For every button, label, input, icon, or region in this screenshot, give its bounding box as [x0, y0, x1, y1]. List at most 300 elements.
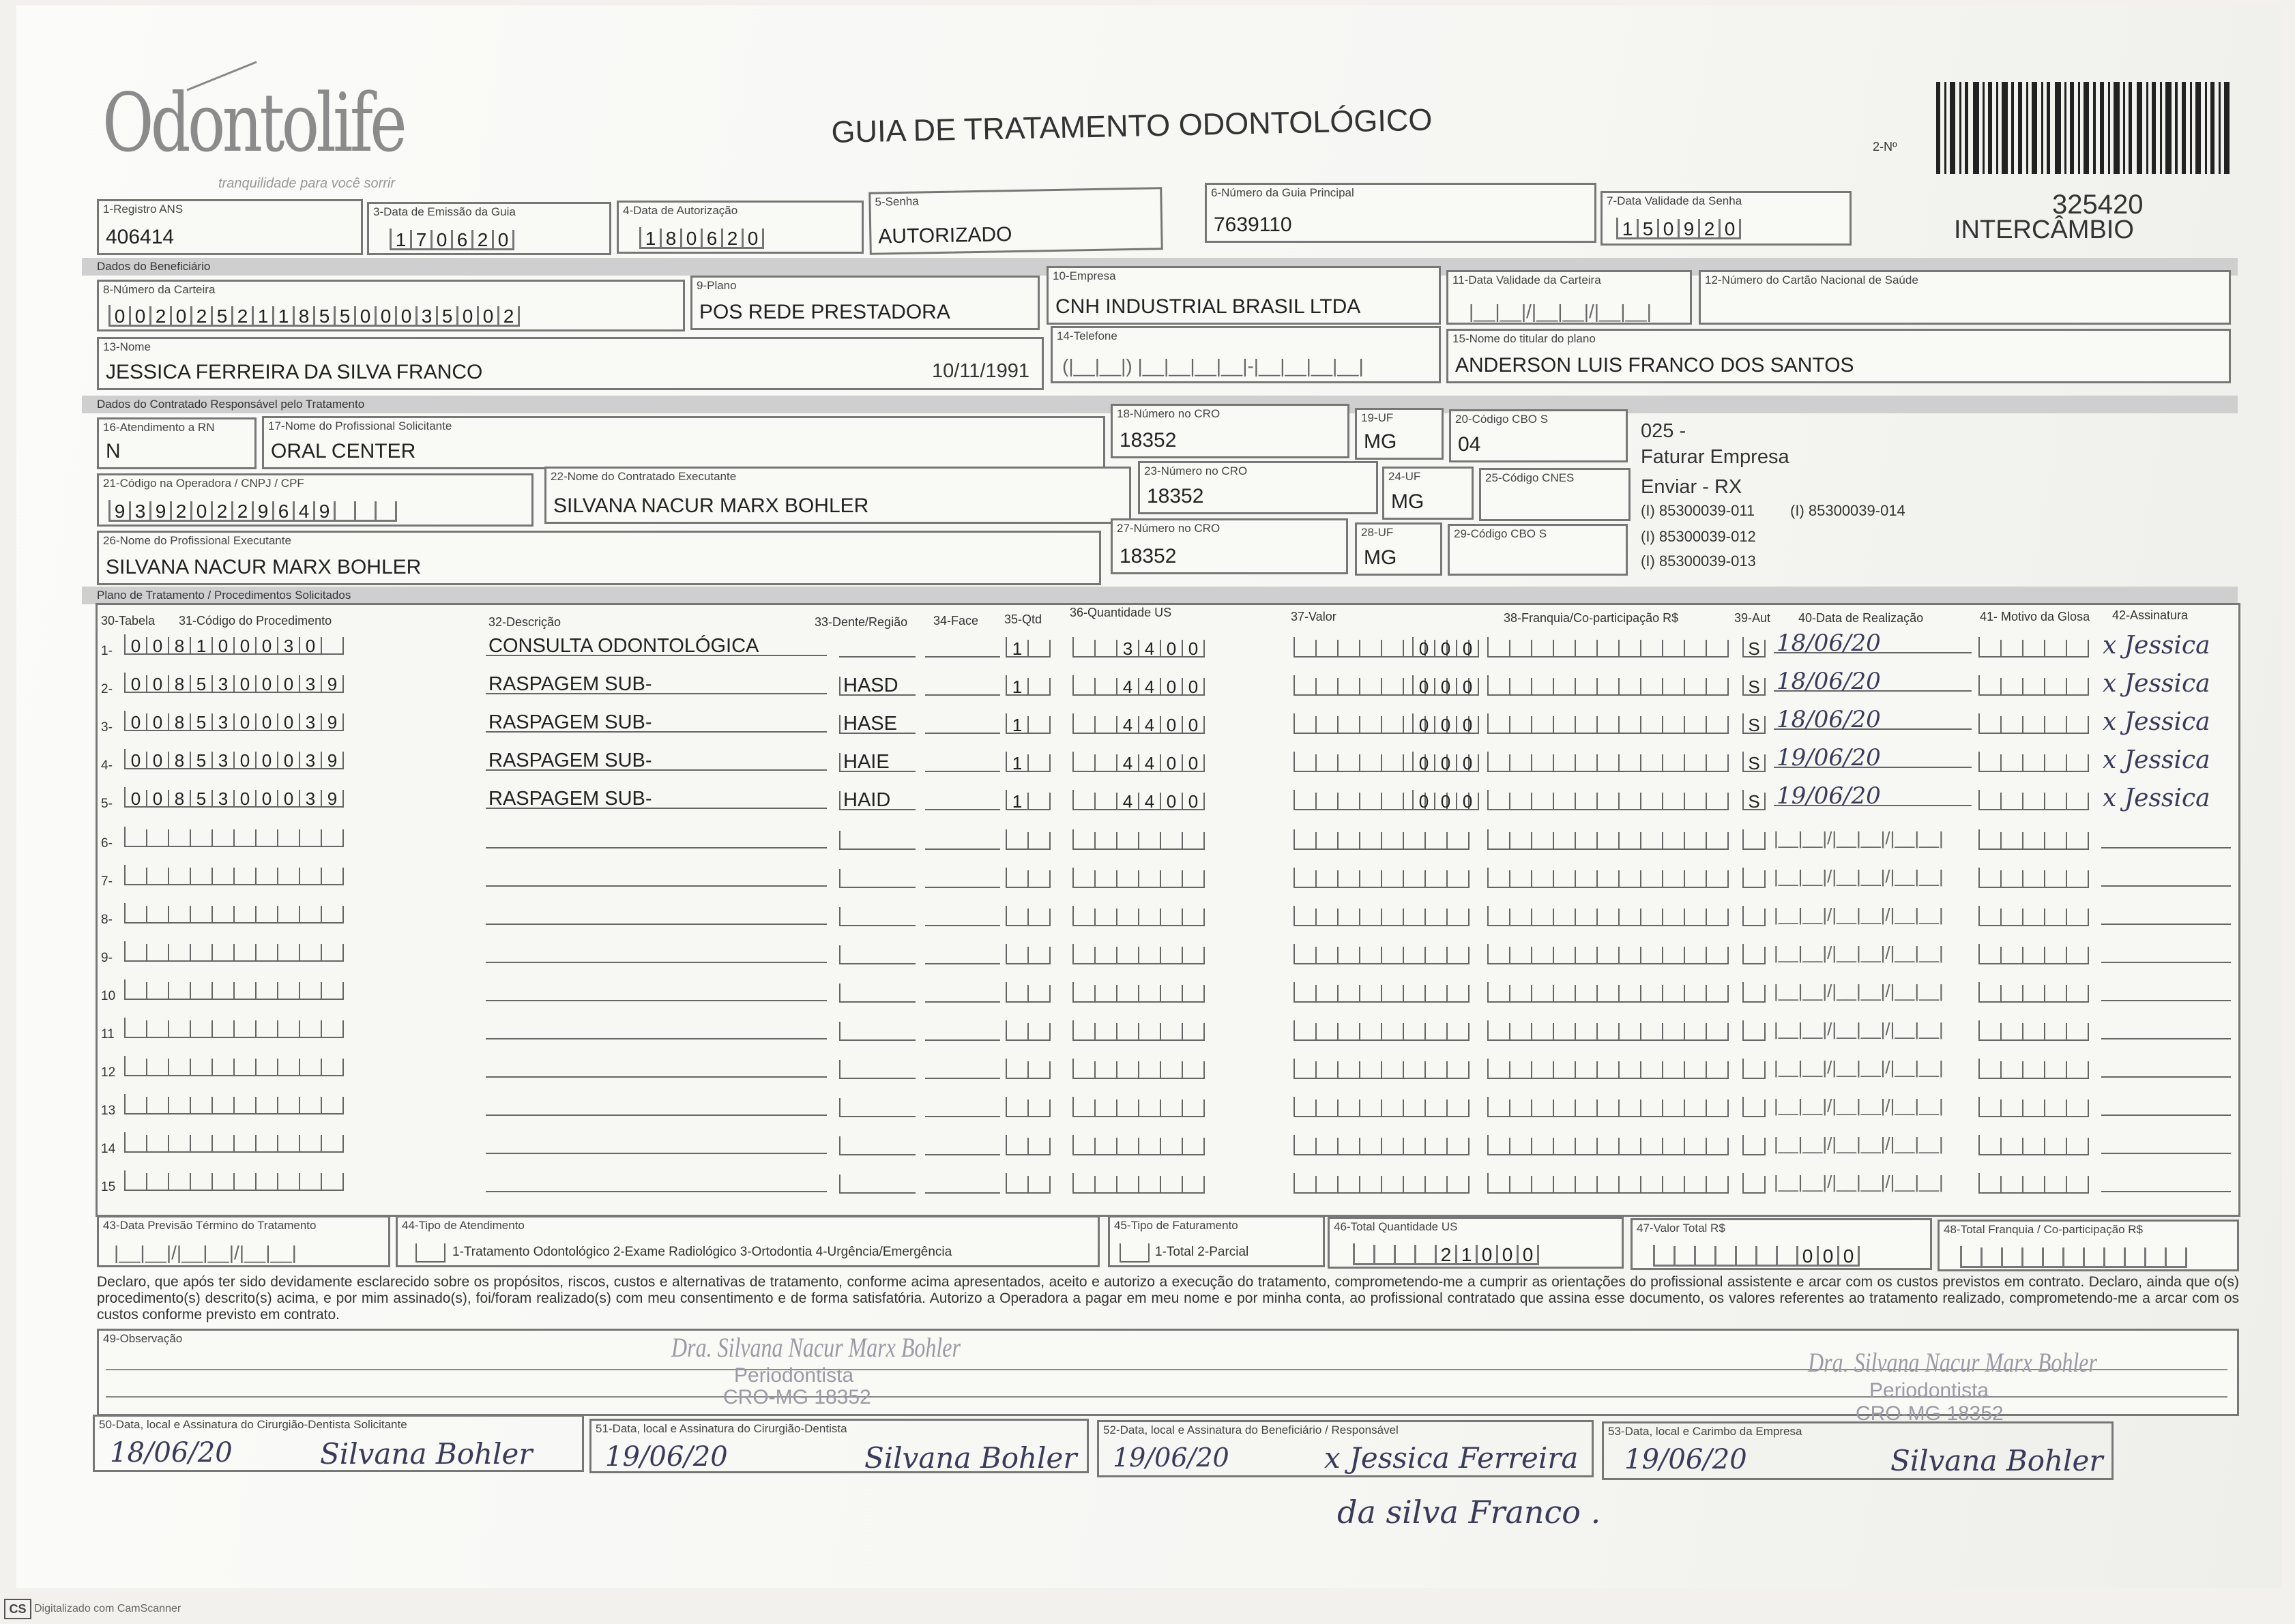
- row-glosa: [1978, 790, 2089, 810]
- row-dente: [839, 869, 916, 888]
- form-title: GUIA DE TRATAMENTO ODONTOLÓGICO: [831, 102, 1433, 149]
- row-qtd: [1006, 1020, 1051, 1041]
- table-row[interactable]: [0, 903, 2295, 930]
- field-value: MG: [1364, 430, 1397, 453]
- col-header-aut: 39-Aut: [1734, 611, 1771, 625]
- row-data-slots: |__|__|/|__|__|/|__|__|: [1774, 828, 1944, 848]
- row-us: [1072, 868, 1205, 888]
- row-franquia: [1487, 1059, 1729, 1079]
- row-face: [925, 984, 1000, 1003]
- stamp-cro-2: CRO-MG 18352: [1856, 1402, 2004, 1425]
- row-assinatura: [2101, 1059, 2231, 1078]
- cro27-field[interactable]: [1111, 518, 1348, 574]
- col-header-dente: 33-Dente/Região: [815, 615, 908, 629]
- row-codigo: [124, 1170, 344, 1191]
- valor-total-cells: 0 0 0: [1653, 1245, 1860, 1267]
- row-number: 3-: [101, 720, 113, 735]
- table-row[interactable]: [0, 1056, 2295, 1083]
- field-label: 28-UF: [1361, 526, 1394, 539]
- row-descricao: [486, 1020, 827, 1039]
- nome-field[interactable]: [97, 337, 1044, 390]
- field-label: 18-Número no CRO: [1117, 407, 1220, 420]
- row-franquia: [1487, 637, 1729, 658]
- signature-53-date: 19/06/20: [1624, 1444, 1747, 1475]
- row-data-slots: |__|__|/|__|__|/|__|__|: [1774, 981, 1944, 1001]
- checkbox-slot[interactable]: [415, 1243, 445, 1263]
- row-descricao: [486, 829, 827, 848]
- field-label: 51-Data, local e Assinatura do Cirurgião-Dentista: [596, 1422, 847, 1435]
- row-aut: [1742, 944, 1766, 964]
- field-value: 406414: [106, 226, 175, 248]
- plano-field[interactable]: [690, 276, 1040, 330]
- row-aut: S: [1742, 675, 1766, 696]
- row-franquia: [1487, 829, 1729, 850]
- row-qtd: [1006, 906, 1051, 926]
- row-descricao: [486, 1097, 827, 1116]
- row-codigo: [124, 1094, 344, 1114]
- titular-field[interactable]: [1446, 329, 2231, 383]
- total-franquia-field[interactable]: [1938, 1220, 2239, 1271]
- row-codigo: [124, 979, 344, 1000]
- validade-carteira-field[interactable]: [1446, 270, 1692, 325]
- row-number: 4-: [101, 758, 113, 773]
- table-row[interactable]: [0, 1094, 2295, 1121]
- row-aut: [1742, 1097, 1766, 1117]
- row-descricao: [486, 982, 827, 1001]
- tipo-faturamento-options: 1-Total 2-Parcial: [1155, 1245, 1249, 1259]
- cro23-field[interactable]: [1138, 461, 1378, 514]
- validade-senha-field[interactable]: [1600, 191, 1852, 246]
- telefone-field[interactable]: [1051, 326, 1441, 383]
- section-beneficiario: Dados do Beneficiário: [82, 258, 2238, 276]
- row-assinatura: [2101, 982, 2231, 1001]
- row-aut: S: [1742, 713, 1766, 734]
- field-label: 23-Número no CRO: [1144, 464, 1248, 477]
- stamp-title-1: Periodontista: [734, 1364, 854, 1387]
- field-value: ANDERSON LUIS FRANCO DOS SANTOS: [1455, 354, 1854, 377]
- row-assinatura: [2101, 829, 2231, 848]
- row-number: 1-: [101, 644, 113, 658]
- side-note-enviar-rx: Enviar - RX: [1641, 476, 1742, 498]
- field-value: N: [106, 440, 121, 462]
- row-face: [925, 945, 1000, 964]
- row-glosa: [1978, 868, 2089, 888]
- senha-field[interactable]: [868, 187, 1163, 254]
- field-label: 45-Tipo de Faturamento: [1114, 1219, 1238, 1232]
- col-header-tabela: 30-Tabela: [101, 614, 156, 628]
- field-value: CNH INDUSTRIAL BRASIL LTDA: [1055, 295, 1361, 318]
- row-number: 12: [101, 1065, 116, 1080]
- table-row[interactable]: [0, 941, 2295, 969]
- row-aut: [1742, 1135, 1766, 1155]
- guia-principal-field[interactable]: [1205, 183, 1596, 243]
- row-qtd: 1: [1006, 790, 1051, 810]
- field-value: 18352: [1120, 429, 1177, 452]
- row-franquia: [1487, 752, 1729, 772]
- franquia-cells: 0 0 0: [1412, 637, 1479, 658]
- field-label: 3-Data de Emissão da Guia: [373, 205, 516, 218]
- field-value: 18352: [1120, 545, 1177, 567]
- valor-total-field[interactable]: [1631, 1218, 1932, 1270]
- row-qtd: [1006, 944, 1051, 964]
- field-label: 6-Número da Guia Principal: [1211, 186, 1354, 199]
- tipo-faturamento-field[interactable]: [1108, 1215, 1325, 1267]
- row-glosa: [1978, 944, 2089, 964]
- row-number: 13: [101, 1104, 116, 1118]
- row-franquia: [1487, 1173, 1729, 1194]
- field-label: 47-Valor Total R$: [1637, 1222, 1725, 1235]
- cbo29-field[interactable]: [1448, 524, 1628, 576]
- total-franquia-cells: [1960, 1246, 2187, 1268]
- signature-51-field[interactable]: [589, 1419, 1089, 1473]
- row-qtd: [1006, 1097, 1051, 1117]
- franquia-cells: 0 0 0: [1412, 713, 1479, 734]
- row-number: 15: [101, 1180, 116, 1194]
- declaration-text: Declaro, que após ter sido devidamente esclarecido sobre os propósitos, riscos, custos e alternativas de tratamento, conforme acima apresentados, aceito e autorizo a execução do tratamento, comprometendo-me a cumprir as orientações do profissional assistente e arcar com os custos previstos em contrato. Declaro, ainda que o(s) procedimento(s) descrito(s) acima, e por mim assinado(s), foi/foram realizado(s) com meu consentimento e de forma satisfatória. Autorizo a Operadora a pagar em meu nome e por minha conta, ao profissional contratado que assina esse documento, os valores referentes ao tratamento realizado, comprometendo-me a arcar com os custos conforme previsto em contrato.: [97, 1274, 2239, 1323]
- table-row[interactable]: [0, 744, 2295, 776]
- field-value: POS REDE PRESTADORA: [699, 301, 950, 323]
- row-us: [1072, 1097, 1205, 1117]
- field-value: ORAL CENTER: [271, 440, 416, 462]
- field-label: 14-Telefone: [1057, 329, 1117, 342]
- field-value: SILVANA NACUR MARX BOHLER: [106, 556, 422, 578]
- row-codigo: 0 0 8 5 3 0 0 0 3 9: [124, 673, 344, 693]
- row-glosa: [1978, 637, 2089, 658]
- row-codigo: [124, 903, 344, 924]
- row-qtd: [1006, 829, 1051, 850]
- registro-ans-field[interactable]: [97, 199, 363, 255]
- checkbox-slot[interactable]: [1120, 1243, 1150, 1263]
- field-label: 10-Empresa: [1053, 269, 1116, 282]
- field-label: 50-Data, local e Assinatura do Cirurgião-Dentista Solicitante: [99, 1418, 407, 1431]
- row-assinatura: [2101, 868, 2231, 887]
- field-label: 20-Código CBO S: [1455, 413, 1549, 426]
- row-codigo: [124, 1018, 344, 1038]
- row-data-slots: |__|__|/|__|__|/|__|__|: [1774, 904, 1944, 925]
- row-franquia: [1487, 1097, 1729, 1117]
- row-aut: [1742, 868, 1766, 888]
- table-row[interactable]: [0, 1018, 2295, 1045]
- row-data-slots: |__|__|/|__|__|/|__|__|: [1774, 1019, 1944, 1039]
- side-code-3: (I) 85300039-012: [1641, 528, 1756, 545]
- logo-tagline: tranquilidade para você sorrir: [218, 176, 396, 191]
- signature-52-sign: x Jessica Ferreira: [1324, 1441, 1579, 1475]
- row-data: 18/06/20: [1774, 634, 1972, 653]
- row-number: 14: [101, 1142, 116, 1156]
- signature-50-field[interactable]: [93, 1415, 584, 1472]
- stamp-name-1: Dra. Silvana Nacur Marx Bohler: [671, 1332, 961, 1363]
- row-dente: [839, 1098, 916, 1117]
- row-qtd: [1006, 1059, 1051, 1079]
- row-data-slots: |__|__|/|__|__|/|__|__|: [1774, 1095, 1944, 1116]
- row-assinatura: [2101, 944, 2231, 963]
- field-value: AUTORIZADO: [878, 223, 1012, 248]
- row-assinatura: x Jessica: [2103, 746, 2210, 774]
- row-descricao: [486, 944, 827, 963]
- row-number: 6-: [101, 836, 113, 851]
- row-valor: [1293, 1135, 1470, 1155]
- date-cells: 1 8 0 6 2 0: [639, 227, 764, 249]
- row-dente: [839, 984, 916, 1003]
- field-label: 48-Total Franquia / Co-participação R$: [1944, 1223, 2143, 1236]
- row-aut: [1742, 982, 1766, 1003]
- row-face: [925, 831, 1000, 850]
- signature-52-field[interactable]: [1097, 1420, 1594, 1477]
- intercambio-label: INTERCÂMBIO: [1954, 216, 2134, 244]
- row-us: 4 4 0 0: [1072, 713, 1205, 734]
- row-dente: HAIE: [839, 753, 916, 772]
- signature-51-date: 19/06/20: [605, 1441, 728, 1473]
- row-dente: [839, 945, 916, 964]
- field-label: 19-UF: [1361, 411, 1394, 424]
- row-codigo: [124, 865, 344, 885]
- row-aut: [1742, 1020, 1766, 1041]
- row-franquia: [1487, 944, 1729, 964]
- row-descricao: [486, 1173, 827, 1192]
- row-descricao: RASPAGEM SUB-: [486, 752, 827, 771]
- row-qtd: [1006, 1135, 1051, 1155]
- row-us: [1072, 1059, 1205, 1079]
- signature-53-field[interactable]: [1602, 1421, 2114, 1480]
- row-franquia: [1487, 982, 1729, 1003]
- row-valor: [1293, 982, 1470, 1003]
- table-row[interactable]: [0, 782, 2295, 814]
- row-data-slots: |__|__|/|__|__|/|__|__|: [1774, 1057, 1944, 1078]
- row-descricao: RASPAGEM SUB-: [486, 713, 827, 733]
- row-number: 8-: [101, 913, 113, 927]
- row-face: [925, 791, 1000, 810]
- row-number: 11: [101, 1027, 115, 1042]
- cnes-field[interactable]: [1479, 468, 1631, 521]
- row-valor: [1293, 1097, 1470, 1117]
- total-us-field[interactable]: [1328, 1217, 1624, 1269]
- empty-date-slots: |__|__|/|__|__|/|__|__|: [1469, 301, 1652, 322]
- row-glosa: [1978, 1097, 2089, 1117]
- cro18-field[interactable]: [1111, 404, 1349, 458]
- row-assinatura: x Jessica: [2103, 784, 2210, 812]
- row-face: [925, 1136, 1000, 1155]
- row-descricao: [486, 1135, 827, 1154]
- table-row[interactable]: [0, 865, 2295, 892]
- cnpj-field[interactable]: [97, 473, 533, 527]
- signature-50-sign: Silvana Bohler: [320, 1437, 533, 1471]
- col-header-codigo: 31-Código do Procedimento: [179, 614, 332, 628]
- signature-52-sign-line2: da silva Franco .: [1337, 1494, 1601, 1531]
- field-label: 24-UF: [1388, 470, 1421, 483]
- field-label: 53-Data, local e Carimbo da Empresa: [1608, 1425, 1802, 1438]
- uf28-field[interactable]: [1355, 522, 1442, 576]
- field-label: 15-Nome do titular do plano: [1452, 332, 1596, 345]
- row-valor: [1293, 944, 1470, 964]
- row-assinatura: x Jessica: [2103, 670, 2210, 698]
- field-value: 7639110: [1214, 213, 1292, 236]
- row-data: 19/06/20: [1774, 749, 1972, 768]
- field-label: 22-Nome do Contratado Executante: [551, 470, 737, 483]
- field-label: 13-Nome: [103, 340, 151, 353]
- field-label: 49-Observação: [103, 1332, 183, 1345]
- row-codigo: 0 0 8 5 3 0 0 0 3 9: [124, 787, 344, 808]
- row-qtd: 1: [1006, 675, 1051, 696]
- table-row[interactable]: [0, 1132, 2295, 1160]
- field-value: 18352: [1147, 485, 1204, 507]
- field-label: 4-Data de Autorização: [623, 204, 738, 217]
- col-header-face: 34-Face: [933, 614, 979, 628]
- data-emissao-field[interactable]: [367, 202, 611, 255]
- previsao-field[interactable]: [97, 1215, 390, 1267]
- row-dente: [839, 831, 916, 850]
- section-contratado: Dados do Contratado Responsável pelo Tratamento: [82, 396, 2238, 413]
- field-value: 04: [1458, 433, 1481, 456]
- col-header-valor: 37-Valor: [1291, 610, 1336, 623]
- row-dente: HASD: [839, 677, 916, 696]
- franquia-cells: 0 0 0: [1412, 675, 1479, 696]
- tipo-atendimento-field[interactable]: [396, 1215, 1100, 1267]
- side-code-1: (I) 85300039-011: [1641, 502, 1755, 519]
- rn-field[interactable]: [97, 417, 257, 469]
- franquia-values: [1412, 713, 1479, 734]
- row-qtd: 1: [1006, 637, 1051, 658]
- signature-50-date: 18/06/20: [110, 1437, 233, 1468]
- cbo20-field[interactable]: [1449, 409, 1628, 462]
- row-assinatura: [2101, 906, 2231, 925]
- signature-51-sign: Silvana Bohler: [864, 1441, 1077, 1475]
- franquia-values: [1412, 637, 1479, 658]
- row-glosa: [1978, 829, 2089, 850]
- cnpj-cells: 9 3 9 2 0 2 2 9 6 4 9: [108, 500, 397, 522]
- row-descricao: [486, 868, 827, 887]
- uf19-field[interactable]: [1355, 408, 1444, 460]
- row-assinatura: x Jessica: [2103, 708, 2210, 736]
- field-label: 27-Número no CRO: [1117, 522, 1220, 535]
- field-label: 11-Data Validade da Carteira: [1452, 274, 1601, 286]
- row-franquia: [1487, 868, 1729, 888]
- table-row[interactable]: [0, 668, 2295, 700]
- row-data-slots: |__|__|/|__|__|/|__|__|: [1774, 866, 1944, 887]
- row-valor: [1293, 906, 1470, 926]
- field-label: 26-Nome do Profissional Executante: [103, 534, 291, 547]
- solicitante-field[interactable]: [262, 416, 1105, 469]
- empty-date-slots: |__|__|/|__|__|/|__|__|: [114, 1242, 297, 1263]
- franquia-values: [1412, 675, 1479, 696]
- birth-date: 10/11/1991: [932, 360, 1029, 382]
- row-us: [1072, 906, 1205, 926]
- row-assinatura: [2101, 1135, 2231, 1154]
- field-label: 5-Senha: [875, 194, 919, 209]
- row-valor: [1293, 1173, 1470, 1194]
- franquia-values: [1412, 790, 1479, 810]
- row-us: 4 4 0 0: [1072, 752, 1205, 772]
- row-face: [925, 1175, 1000, 1194]
- row-descricao: [486, 1059, 827, 1078]
- data-autorizacao-field[interactable]: [617, 201, 864, 254]
- tipo-atendimento-options: 1-Tratamento Odontológico 2-Exame Radiológico 3-Ortodontia 4-Urgência/Emergência: [452, 1245, 952, 1259]
- field-label: 25-Código CNES: [1485, 471, 1575, 484]
- row-dente: [839, 1060, 916, 1079]
- row-face: [925, 753, 1000, 772]
- table-row[interactable]: [0, 979, 2295, 1007]
- col-header-qtd: 35-Qtd: [1004, 612, 1042, 626]
- row-data-slots: |__|__|/|__|__|/|__|__|: [1774, 1172, 1944, 1192]
- field-label: 46-Total Quantidade US: [1334, 1220, 1458, 1233]
- field-label: 9-Plano: [697, 279, 737, 292]
- row-face: [925, 869, 1000, 888]
- col-header-franquia: 38-Franquia/Co-participação R$: [1504, 611, 1679, 625]
- row-data: 18/06/20: [1774, 673, 1972, 692]
- field-label: 12-Número do Cartão Nacional de Saúde: [1705, 274, 1918, 286]
- date-cells: 1 5 0 9 2 0: [1616, 218, 1741, 239]
- row-glosa: [1978, 1173, 2089, 1194]
- col-header-assinatura: 42-Assinatura: [2112, 608, 2189, 622]
- field-label: 17-Nome do Profissional Solicitante: [268, 419, 452, 432]
- carteira-field[interactable]: [97, 280, 685, 331]
- table-row[interactable]: [0, 630, 2295, 662]
- executante-field[interactable]: [544, 467, 1131, 524]
- field-label: 43-Data Previsão Término do Tratamento: [103, 1219, 317, 1232]
- field-label: 21-Código na Operadora / CNPJ / CPF: [103, 477, 304, 490]
- barcode: [1936, 82, 2231, 174]
- empresa-field[interactable]: [1047, 266, 1441, 325]
- field-label: 52-Data, local e Assinatura do Beneficiário / Responsável: [1103, 1423, 1399, 1436]
- row-face: [925, 1022, 1000, 1041]
- row-valor: [1293, 1020, 1470, 1041]
- row-glosa: [1978, 1059, 2089, 1079]
- franquia-cells: 0 0 0: [1412, 790, 1479, 810]
- row-number: 9-: [101, 951, 113, 965]
- row-us: 4 4 0 0: [1072, 790, 1205, 810]
- total-us-cells: 2 1 0 0 0: [1353, 1243, 1539, 1265]
- row-face: [925, 1060, 1000, 1079]
- row-us: [1072, 944, 1205, 964]
- table-row[interactable]: [0, 827, 2295, 854]
- row-data-slots: |__|__|/|__|__|/|__|__|: [1774, 1134, 1944, 1154]
- row-franquia: [1487, 790, 1729, 810]
- franquia-values: [1412, 752, 1479, 772]
- col-header-data: 40-Data de Realização: [1798, 611, 1924, 625]
- cns-field[interactable]: [1699, 270, 2231, 325]
- row-descricao: CONSULTA ODONTOLÓGICA: [486, 637, 827, 656]
- field-value: JESSICA FERREIRA DA SILVA FRANCO: [106, 361, 483, 383]
- prof-executante-field[interactable]: [97, 531, 1101, 585]
- scanner-text: Digitalizado com CamScanner: [34, 1603, 181, 1614]
- field-value: MG: [1364, 546, 1397, 569]
- row-valor: [1293, 1059, 1470, 1079]
- row-glosa: [1978, 1135, 2089, 1155]
- stamp-cro-1: CRO-MG 18352: [723, 1386, 871, 1408]
- uf24-field[interactable]: [1382, 467, 1474, 520]
- row-franquia: [1487, 1135, 1729, 1155]
- row-assinatura: x Jessica: [2103, 632, 2210, 660]
- side-code-2: (I) 85300039-014: [1790, 502, 1905, 519]
- row-codigo: 0 0 8 5 3 0 0 0 3 9: [124, 711, 344, 731]
- row-data: 19/06/20: [1774, 787, 1972, 806]
- row-franquia: [1487, 713, 1729, 734]
- signature-53-sign: Silvana Bohler: [1890, 1444, 2103, 1477]
- row-dente: [839, 907, 916, 926]
- row-descricao: RASPAGEM SUB-: [486, 675, 827, 694]
- field-label: 29-Código CBO S: [1454, 527, 1547, 540]
- row-qtd: [1006, 868, 1051, 888]
- row-qtd: 1: [1006, 752, 1051, 772]
- empty-phone-slots: (|__|__|) |__|__|__|__|-|__|__|__|__|: [1062, 355, 1364, 377]
- row-aut: [1742, 906, 1766, 926]
- field-label: 8-Número da Carteira: [103, 283, 216, 296]
- row-aut: S: [1742, 790, 1766, 810]
- table-row[interactable]: [0, 706, 2295, 738]
- row-codigo: 0 0 8 5 3 0 0 0 3 9: [124, 749, 344, 769]
- row-assinatura: [2101, 1173, 2231, 1192]
- table-row[interactable]: [0, 1170, 2295, 1198]
- row-dente: [839, 638, 916, 658]
